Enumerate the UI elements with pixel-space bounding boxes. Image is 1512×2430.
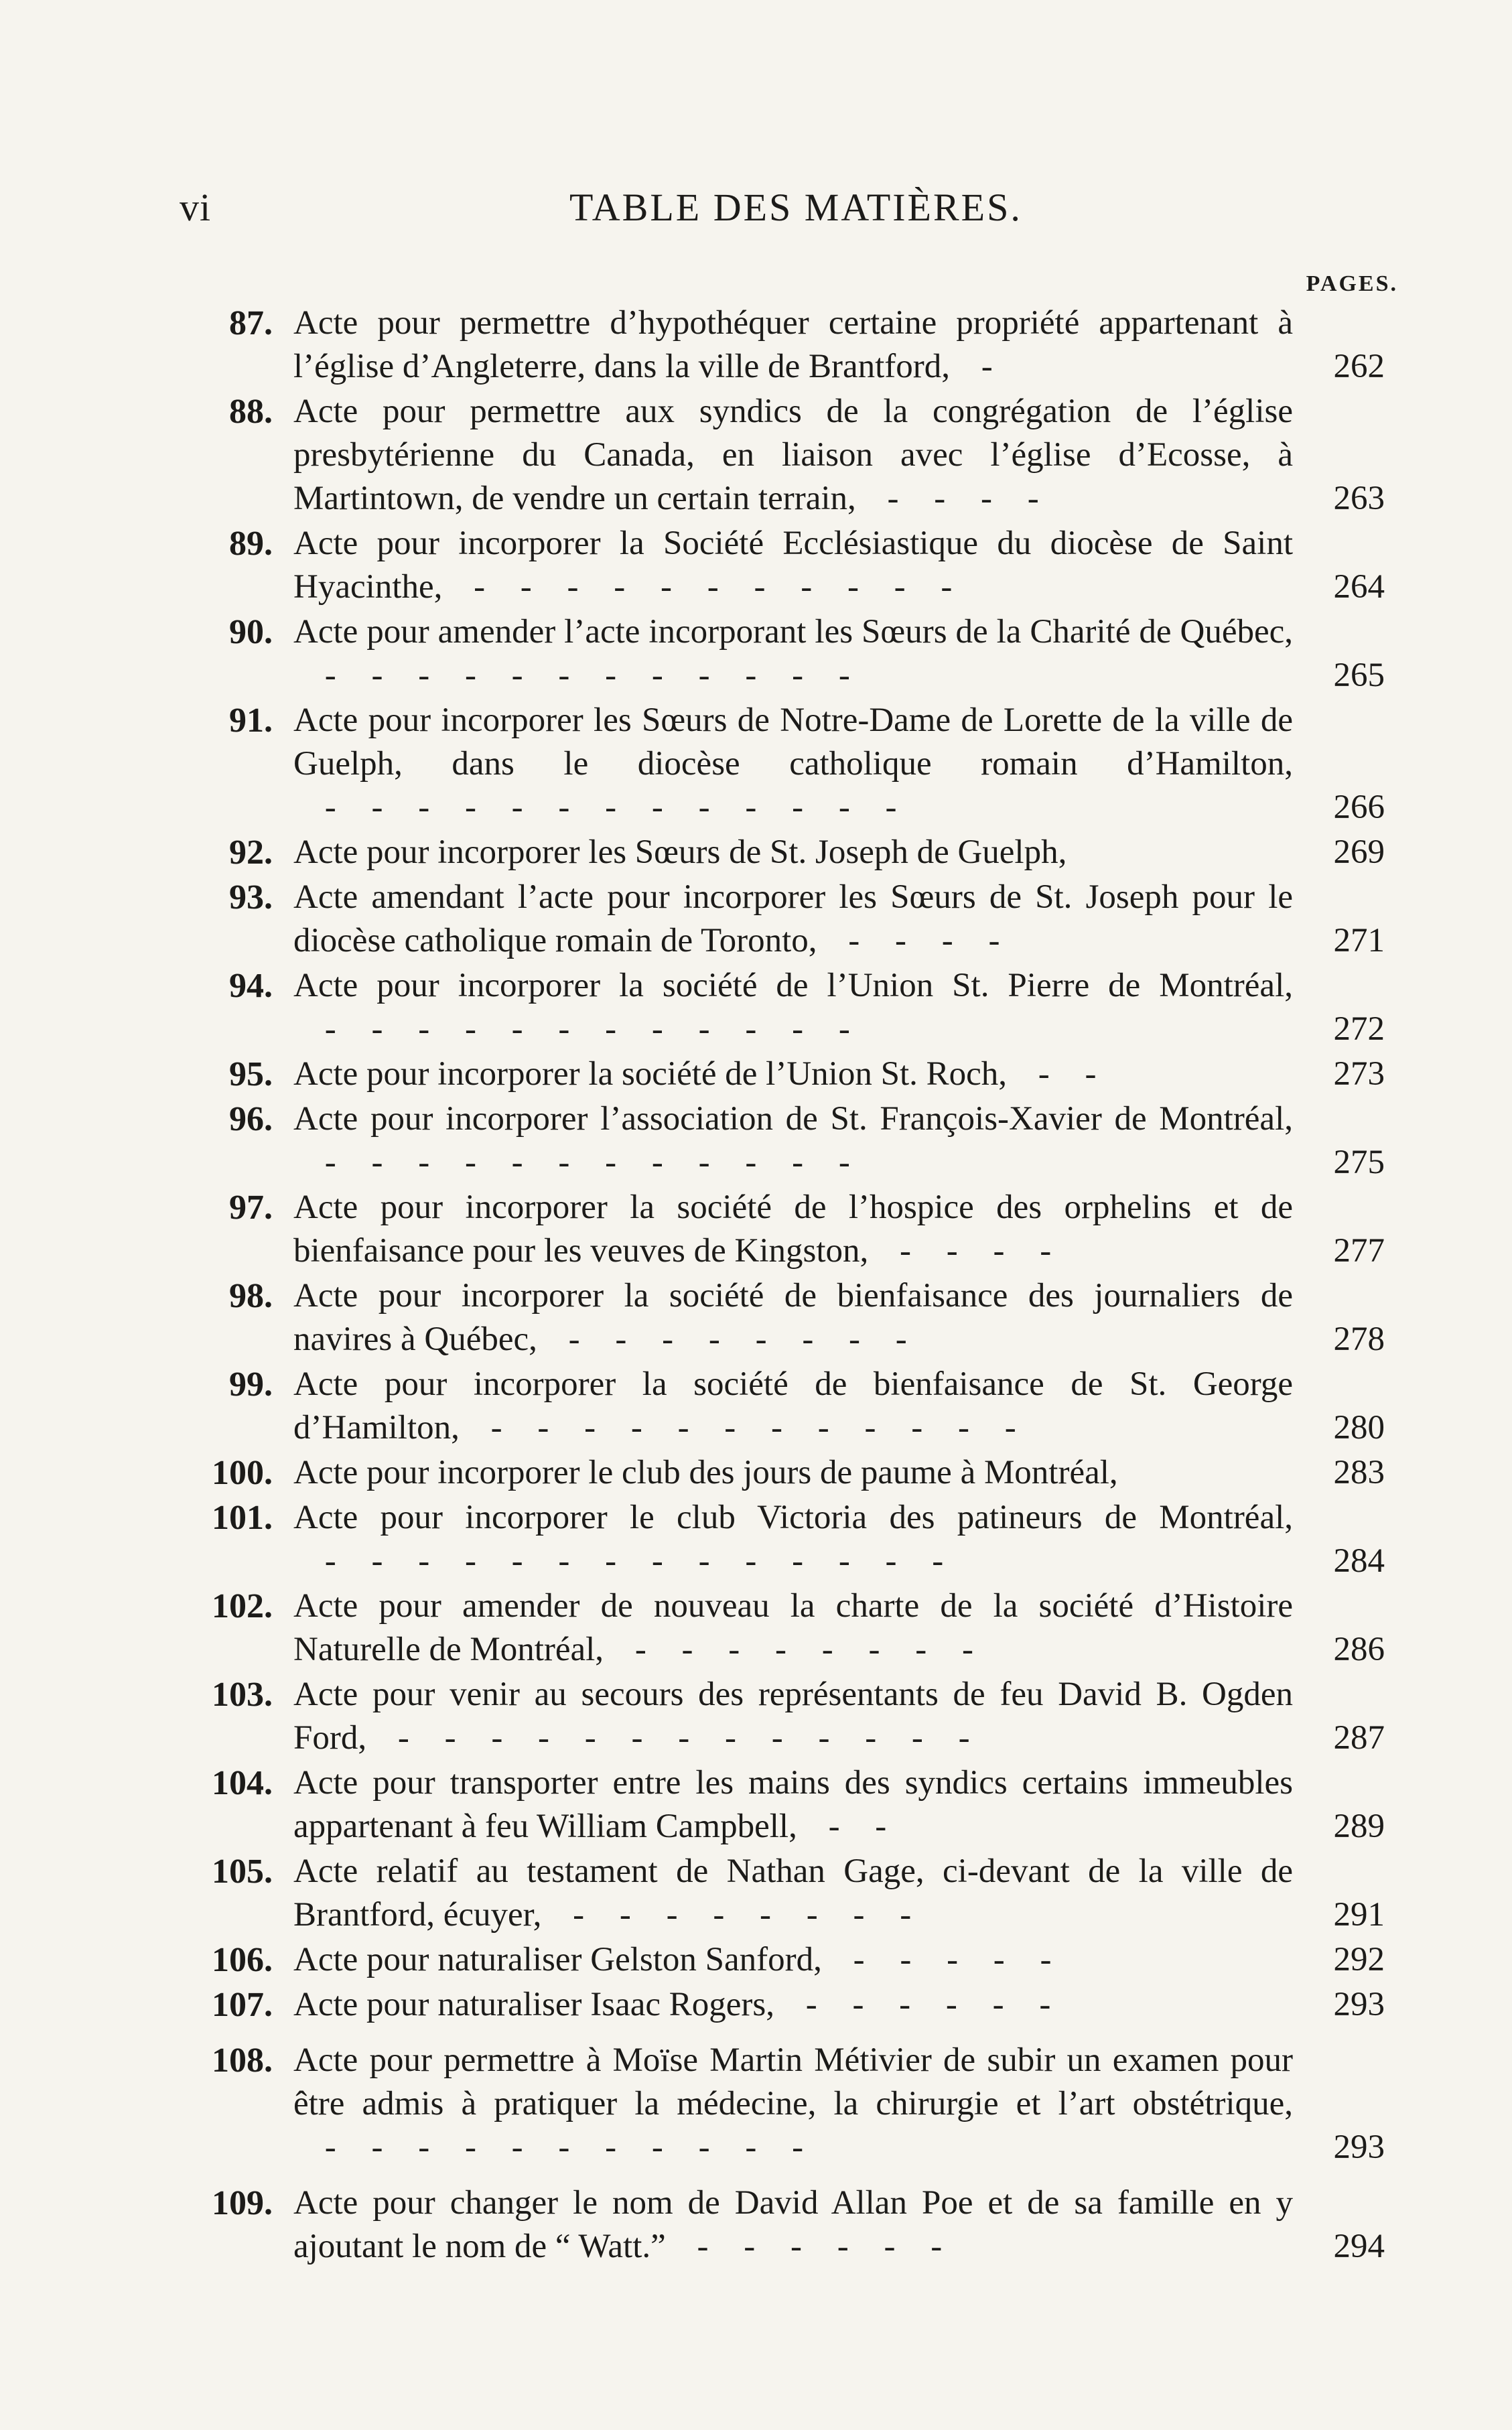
entry-number: 107. — [212, 1986, 273, 2024]
entry-number: 91. — [229, 701, 273, 740]
toc-entry — [0, 1850, 1512, 1937]
dot-leader: - - — [1007, 1055, 1101, 1093]
entry-page: 287 — [1333, 1719, 1385, 1757]
entry-page: 262 — [1333, 348, 1385, 385]
entry-title — [293, 1761, 1293, 1848]
entry-number: 98. — [229, 1277, 273, 1315]
entry-page: 263 — [1333, 480, 1385, 517]
entry-title — [293, 1496, 1293, 1583]
entry-number: 106. — [212, 1941, 273, 1979]
toc-entry — [0, 1451, 1512, 1495]
entry-number: 102. — [212, 1587, 273, 1625]
entry-title — [293, 1673, 1293, 1760]
entry-number: 95. — [229, 1055, 273, 1093]
entry-text: Acte pour incorporer les Sœurs de Notre-Dame de Lorette de la ville de Guelph, dans le diocèse catholique romain d’Hamilton, — [293, 701, 1293, 783]
dot-leader: - - — [797, 1808, 891, 1845]
entry-title — [293, 610, 1293, 697]
entry-title — [293, 1186, 1293, 1273]
entry-title — [293, 390, 1293, 521]
entry-page: 269 — [1333, 833, 1385, 871]
toc-entry — [0, 964, 1512, 1051]
entry-number: 109. — [212, 2184, 273, 2222]
entry-text: Acte pour amender l’acte incorporant les Sœurs de la Charité de Québec, — [293, 613, 1293, 651]
entry-title — [293, 1363, 1293, 1450]
dot-leader: - - - - - - - - - - - - — [293, 1010, 854, 1048]
entry-text: Acte pour incorporer les Sœurs de St. Joseph de Guelph, — [293, 833, 1067, 871]
toc-entry — [0, 1274, 1512, 1361]
entry-title — [293, 1850, 1293, 1937]
entry-number: 94. — [229, 967, 273, 1005]
entry-page: 292 — [1333, 1941, 1385, 1978]
entry-page: 272 — [1333, 1010, 1385, 1048]
toc-entry — [0, 699, 1512, 829]
toc-entry — [0, 390, 1512, 521]
entry-page: 266 — [1333, 789, 1385, 826]
entry-text: Acte pour permettre aux syndics de la congrégation de l’église presbytérienne du Canada, en liaison avec l’église d’Ecosse, à Martintown, de vendre un certain terrain, — [293, 393, 1293, 517]
entry-number: 103. — [212, 1676, 273, 1714]
dot-leader: - - - - - - - - — [541, 1896, 916, 1934]
entry-text: Acte pour transporter entre les mains des syndics certains immeubles appartenant à feu William Campbell, — [293, 1764, 1293, 1845]
entry-title — [293, 2039, 1293, 2169]
entry-title — [293, 876, 1293, 963]
dot-leader: - — [949, 348, 997, 385]
page-number: vi — [180, 186, 212, 229]
entry-page: 280 — [1333, 1409, 1385, 1446]
entry-text: Acte pour incorporer la Société Ecclésiastique du diocèse de Saint Hyacinthe, — [293, 525, 1293, 606]
entry-number: 92. — [229, 833, 273, 872]
entry-page: 291 — [1333, 1896, 1385, 1934]
entry-page: 293 — [1333, 1986, 1385, 2023]
entry-title — [293, 1938, 1293, 1982]
entry-number: 105. — [212, 1852, 273, 1891]
dot-leader: - - - - - - - - - - - - — [459, 1409, 1020, 1446]
entry-text: Acte pour incorporer la société de l’Union St. Pierre de Montréal, — [293, 967, 1293, 1004]
dot-leader: - - - - - - - - — [604, 1631, 977, 1668]
entry-number: 100. — [212, 1454, 273, 1492]
entry-number: 90. — [229, 613, 273, 651]
entry-number: 93. — [229, 878, 273, 917]
dot-leader: - - - - - - — [665, 2228, 947, 2265]
entry-text: Acte pour incorporer le club Victoria des patineurs de Montréal, — [293, 1499, 1293, 1536]
entry-page: 289 — [1333, 1808, 1385, 1845]
entry-page: 286 — [1333, 1631, 1385, 1668]
entry-text: Acte pour permettre à Moïse Martin Métivier de subir un examen pour être admis à pratiquer la médecine, la chirurgie et l’art obstétrique, — [293, 2041, 1293, 2122]
dot-leader: - - - - - - - - - - - - - - — [293, 1542, 948, 1580]
entry-text: Acte pour incorporer la société de bienfaisance des journaliers de navires à Québec, — [293, 1277, 1293, 1358]
toc-entry — [0, 876, 1512, 963]
entry-title — [293, 1053, 1293, 1096]
entry-page: 283 — [1333, 1454, 1385, 1491]
entry-title — [293, 831, 1293, 874]
entry-page: 277 — [1333, 1232, 1385, 1270]
running-title: TABLE DES MATIÈRES. — [569, 186, 1022, 229]
entry-page: 265 — [1333, 657, 1385, 694]
entry-text: Acte pour naturaliser Gelston Sanford, — [293, 1941, 822, 1978]
toc-entry — [0, 1983, 1512, 2027]
dot-leader: - - - - - - - - - - - - - — [366, 1719, 974, 1757]
dot-leader: - - - - - — [821, 1941, 1056, 1978]
entry-number: 99. — [229, 1365, 273, 1404]
toc-entry — [0, 831, 1512, 874]
entry-text: Acte pour changer le nom de David Allan Poe et de sa famille en y ajoutant le nom de “ Watt.” — [293, 2184, 1293, 2265]
entry-text: Acte amendant l’acte pour incorporer les Sœurs de St. Joseph pour le diocèse catholique romain de Toronto, — [293, 878, 1293, 959]
dot-leader: - - - - - - - - - - - - - — [293, 789, 901, 826]
dot-leader: - - - - — [855, 480, 1043, 517]
entry-text: Acte pour incorporer la société de l’hospice des orphelins et de bienfaisance pour les veuves de Kingston, — [293, 1189, 1293, 1270]
entry-number: 101. — [212, 1499, 273, 1537]
toc-entry — [0, 2181, 1512, 2269]
dot-leader: - - - - - - - - - - - — [442, 568, 957, 606]
dot-leader: - - - - - - - - - - - - — [293, 657, 854, 694]
entry-number: 108. — [212, 2041, 273, 2080]
toc-entry — [0, 301, 1512, 389]
toc-entry — [0, 1584, 1512, 1672]
dot-leader: - - - - - - - - - - - — [293, 2129, 808, 2166]
toc-entry — [0, 2039, 1512, 2169]
entry-text: Acte pour incorporer le club des jours de paume à Montréal, — [293, 1454, 1118, 1491]
entry-number: 88. — [229, 393, 273, 431]
toc-entry — [0, 1186, 1512, 1273]
dot-leader: - - - - - - - - — [537, 1321, 911, 1358]
entry-page: 284 — [1333, 1542, 1385, 1580]
dot-leader: - - - - — [868, 1232, 1056, 1270]
entry-number: 97. — [229, 1189, 273, 1227]
entry-number: 89. — [229, 525, 273, 563]
entry-title — [293, 522, 1293, 609]
entry-text: Acte pour incorporer la société de l’Union St. Roch, — [293, 1055, 1008, 1093]
entry-number: 104. — [212, 1764, 273, 1802]
toc-entry — [0, 1673, 1512, 1760]
table-of-contents — [0, 301, 1512, 2270]
entry-text: Acte pour amender de nouveau la charte de la société d’Histoire Naturelle de Montréal, — [293, 1587, 1293, 1668]
toc-entry — [0, 1053, 1512, 1096]
dot-leader: - - - - - - — [774, 1986, 1055, 2023]
entry-page: 271 — [1333, 922, 1385, 959]
entry-text: Acte pour naturaliser Isaac Rogers, — [293, 1986, 774, 2023]
entry-title — [293, 301, 1293, 389]
entry-page: 264 — [1333, 568, 1385, 606]
entry-page: 278 — [1333, 1321, 1385, 1358]
toc-entry — [0, 1363, 1512, 1450]
entry-title — [293, 2181, 1293, 2269]
toc-entry — [0, 1097, 1512, 1185]
entry-page: 275 — [1333, 1144, 1385, 1181]
toc-entry — [0, 610, 1512, 697]
entry-text: Acte pour incorporer l’association de St. François-Xavier de Montréal, — [293, 1100, 1293, 1138]
entry-text: Acte pour incorporer la société de bienfaisance de St. George d’Hamilton, — [293, 1365, 1293, 1446]
entry-title — [293, 1274, 1293, 1361]
dot-leader: - - - - — [817, 922, 1004, 959]
entry-page: 294 — [1333, 2228, 1385, 2265]
entry-text: Acte pour permettre d’hypothéquer certaine propriété appartenant à l’église d’Angleterre, dans la ville de Brantford, — [293, 304, 1293, 385]
toc-entry — [0, 1496, 1512, 1583]
entry-title — [293, 964, 1293, 1051]
entry-number: 96. — [229, 1100, 273, 1138]
entry-title — [293, 1451, 1293, 1495]
entry-page: 273 — [1333, 1055, 1385, 1093]
entry-number: 87. — [229, 304, 273, 342]
dot-leader: - - - - - - - - - - - - — [293, 1144, 854, 1181]
entry-text: Acte relatif au testament de Nathan Gage, ci-devant de la ville de Brantford, écuyer, — [293, 1852, 1293, 1934]
entry-page: 293 — [1333, 2129, 1385, 2166]
toc-entry — [0, 1761, 1512, 1848]
toc-entry — [0, 1938, 1512, 1982]
entry-title — [293, 1584, 1293, 1672]
entry-title — [293, 1983, 1293, 2027]
entry-text: Acte pour venir au secours des représentants de feu David B. Ogden Ford, — [293, 1676, 1293, 1757]
entry-title — [293, 699, 1293, 829]
pages-column-label: PAGES. — [1306, 271, 1398, 296]
toc-entry — [0, 522, 1512, 609]
entry-title — [293, 1097, 1293, 1185]
